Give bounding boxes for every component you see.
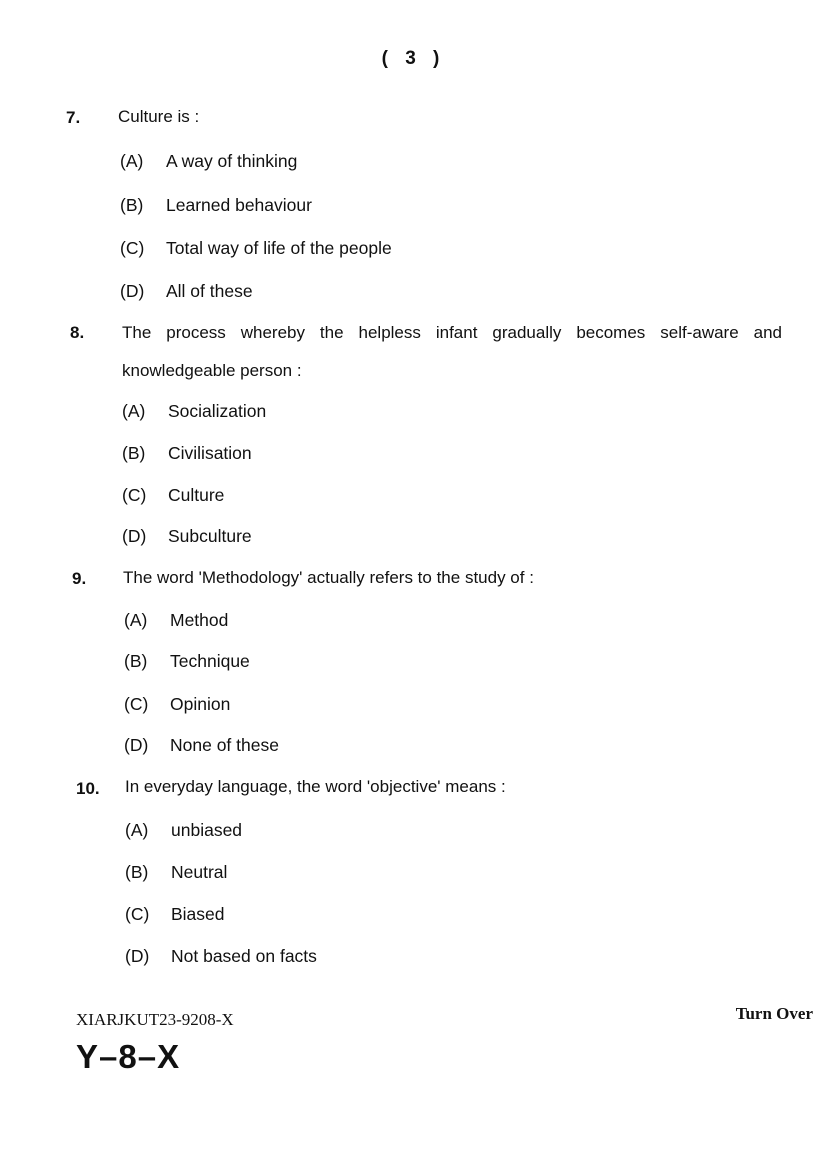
question-number: 10. — [76, 779, 100, 798]
option-label: (C) — [124, 694, 149, 714]
question-number: 9. — [72, 569, 87, 588]
option-text: None of these — [170, 735, 279, 755]
option-text: Culture — [168, 485, 225, 505]
option-a — [120, 151, 297, 172]
option-label: (B) — [124, 651, 148, 671]
option-label: (D) — [125, 946, 150, 966]
option-label: (C) — [125, 904, 150, 924]
option-a — [125, 820, 242, 841]
option-c — [124, 694, 230, 715]
option-text: Opinion — [170, 694, 231, 714]
option-text: unbiased — [171, 820, 243, 840]
option-label: (B) — [122, 443, 146, 463]
option-label: (D) — [120, 281, 145, 301]
option-label: (D) — [124, 735, 149, 755]
option-label: (C) — [122, 485, 147, 505]
option-b — [120, 195, 312, 216]
option-c — [122, 485, 224, 506]
option-text: Subculture — [168, 526, 252, 546]
option-a — [124, 610, 228, 631]
option-text: Technique — [170, 651, 250, 671]
option-label: (C) — [120, 238, 145, 258]
option-a — [122, 401, 266, 422]
option-text: Neutral — [171, 862, 228, 882]
option-d — [124, 735, 279, 756]
option-b — [122, 443, 252, 464]
option-text: All of these — [166, 281, 253, 301]
turn-over-label: Turn Over — [735, 1004, 813, 1023]
question-number: 7. — [66, 108, 81, 127]
option-label: (A) — [120, 151, 144, 171]
option-text: Total way of life of the people — [166, 238, 392, 258]
option-text: Learned behaviour — [166, 195, 312, 215]
question-number: 8. — [70, 323, 85, 342]
paper-code: XIARJKUT23-9208-X — [76, 1010, 234, 1029]
option-label: (B) — [125, 862, 149, 882]
option-text: Socialization — [168, 401, 267, 421]
page-number: ( 3 ) — [381, 48, 446, 69]
option-text: Biased — [171, 904, 225, 924]
option-text: Civilisation — [168, 443, 252, 463]
option-text: Method — [170, 610, 229, 630]
option-d — [125, 946, 317, 967]
option-text: Not based on facts — [171, 946, 317, 966]
option-b — [124, 651, 250, 672]
option-label: (A) — [124, 610, 148, 630]
question-text: The word 'Methodology' actually refers to the study of : — [123, 568, 534, 587]
option-label: (D) — [122, 526, 147, 546]
option-c — [120, 238, 392, 259]
option-label: (A) — [122, 401, 146, 421]
series-code: Y–8–X — [76, 1038, 181, 1075]
option-label: (B) — [120, 195, 144, 215]
option-d — [120, 281, 253, 302]
option-label: (A) — [125, 820, 149, 840]
question-text: The process whereby the helpless infant gradually becomes self-aware and knowledgeable person : — [122, 323, 782, 380]
question-text: In everyday language, the word 'objective' means : — [125, 777, 506, 796]
question-text: Culture is : — [118, 107, 200, 126]
option-d — [122, 526, 252, 547]
option-b — [125, 862, 227, 883]
option-c — [125, 904, 225, 925]
option-text: A way of thinking — [166, 151, 298, 171]
